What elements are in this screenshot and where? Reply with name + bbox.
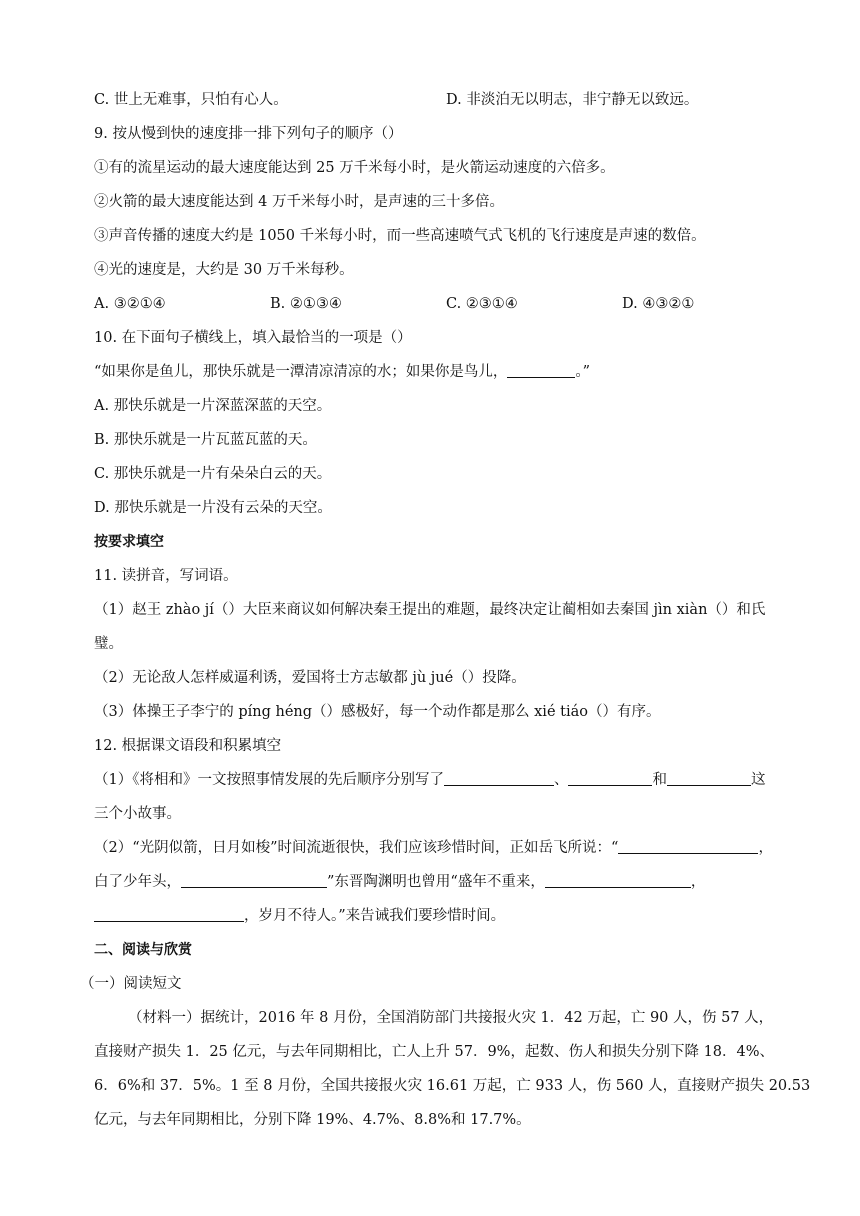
q10-quote — [94, 362, 590, 382]
q12-blank-1 — [444, 771, 554, 786]
q12-item-1 — [94, 770, 765, 790]
subsection-reading: （一）阅读短文 — [80, 976, 182, 992]
q12-sep-2: 和 — [652, 772, 667, 788]
q11-item-1: （1）赵王 zhào jí（）大臣来商议如何解决秦王提出的难题，最终决定让蔺相如去秦国 jìn xiàn（）和氏 — [94, 602, 766, 618]
q12-blank-3 — [667, 771, 751, 786]
q12-stem: 12. 根据课文语段和积累填空 — [94, 738, 282, 754]
q10-quote-text: “如果你是鱼儿，那快乐就是一潭清凉清凉的水；如果你是鸟儿， — [94, 364, 508, 380]
passage-line-1: （材料一）据统计，2016 年 8 月份，全国消防部门共接报火灾 1．42 万起，亡 90 人，伤 57 人， — [128, 1010, 774, 1026]
section-2-heading: 二、阅读与欣赏 — [94, 942, 192, 958]
q11-item-2: （2）无论敌人怎样威逼利诱，爱国将士方志敏都 jù jué（）投降。 — [94, 670, 526, 686]
q12-item-2 — [94, 838, 773, 858]
q8-option-c: C. 世上无难事，只怕有心人。 — [94, 92, 288, 108]
q12-item-2-line3 — [94, 906, 505, 926]
q12-item-1-text: （1）《将相和》一文按照事情发展的先后顺序分别写了 — [94, 772, 444, 788]
q12-item-2-line2-text: 白了少年头， — [94, 874, 181, 890]
q12-blank-6 — [545, 873, 691, 888]
q12-item-2-end: ， — [758, 840, 773, 856]
q9-sentence-4: ④光的速度是，大约是 30 万千米每秒。 — [94, 262, 354, 278]
q12-item-2-text: （2）“光阴似箭，日月如梭”时间流逝很快，我们应该珍惜时间，正如岳飞所说：“ — [94, 840, 619, 856]
q9-sentence-2: ②火箭的最大速度能达到 4 万千米每小时，是声速的三十多倍。 — [94, 194, 504, 210]
q12-blank-4 — [618, 839, 758, 854]
q10-option-c: C. 那快乐就是一片有朵朵白云的天。 — [94, 466, 332, 482]
q11-item-1-cont: 璧。 — [94, 636, 123, 652]
q9-option-b: B. ②①③④ — [270, 296, 342, 312]
q9-sentence-3: ③声音传播的速度大约是 1050 千米每小时，而一些高速喷气式飞机的飞行速度是声速的数倍。 — [94, 228, 706, 244]
q10-option-b: B. 那快乐就是一片瓦蓝瓦蓝的天。 — [94, 432, 317, 448]
q12-sep-1: 、 — [553, 772, 569, 788]
section-fill-heading: 按要求填空 — [94, 534, 164, 550]
q9-option-d: D. ④③②① — [622, 296, 695, 312]
q8-option-d: D. 非淡泊无以明志，非宁静无以致远。 — [446, 92, 699, 108]
passage-line-2: 直接财产损失 1．25 亿元，与去年同期相比，亡人上升 57．9%，起数、伤人和损失分别下降 18．4%、 — [94, 1044, 775, 1060]
passage-line-3: 6．6%和 37．5%。1 至 8 月份，全国共接报火灾 16.61 万起，亡 933 人，伤 560 人，直接财产损失 20.53 — [94, 1078, 811, 1094]
q12-item-1-cont: 三个小故事。 — [94, 806, 181, 822]
q10-option-d: D. 那快乐就是一片没有云朵的天空。 — [94, 500, 332, 516]
q9-sentence-1: ①有的流星运动的最大速度能达到 25 万千米每小时，是火箭运动速度的六倍多。 — [94, 160, 615, 176]
q12-item-2-line3-text: ，岁月不待人。”来告诫我们要珍惜时间。 — [244, 908, 506, 924]
q12-item-2-line2 — [94, 872, 705, 892]
q11-item-3: （3）体操王子李宁的 píng héng（）感极好，每一个动作都是那么 xié tiáo（）有序。 — [94, 704, 661, 720]
q11-stem: 11. 读拼音，写词语。 — [94, 568, 238, 584]
q9-stem: 9. 按从慢到快的速度排一排下列句子的顺序（） — [94, 126, 403, 142]
q10-quote-end: 。” — [575, 364, 591, 380]
q9-option-c: C. ②③①④ — [446, 296, 518, 312]
q10-option-a: A. 那快乐就是一片深蓝深蓝的天空。 — [94, 398, 332, 414]
q12-blank-5 — [181, 873, 327, 888]
q12-item-2-line2-mid: ”东晋陶渊明也曾用“盛年不重来， — [327, 874, 545, 890]
q10-stem: 10. 在下面句子横线上，填入最恰当的一项是（） — [94, 330, 412, 346]
q9-option-a: A. ③②①④ — [94, 296, 166, 312]
q12-blank-7 — [94, 907, 244, 922]
passage-line-4: 亿元，与去年同期相比，分别下降 19%、4.7%、8.8%和 17.7%。 — [94, 1112, 531, 1128]
q10-blank — [507, 363, 575, 378]
q12-blank-2 — [568, 771, 652, 786]
q12-item-1-tail: 这 — [750, 772, 766, 788]
q12-item-2-line2-end: ， — [690, 874, 706, 890]
